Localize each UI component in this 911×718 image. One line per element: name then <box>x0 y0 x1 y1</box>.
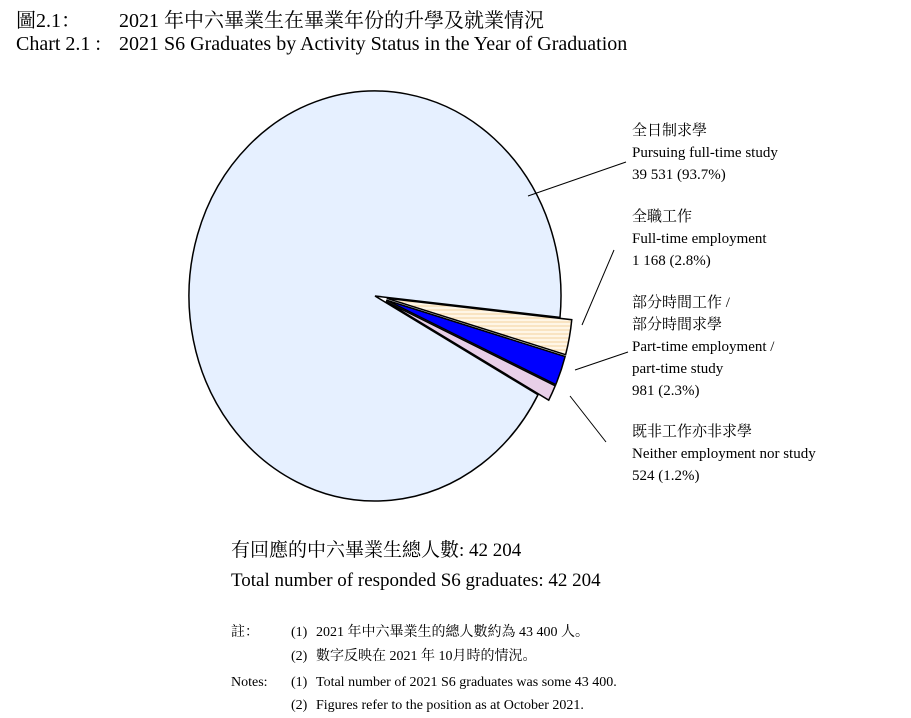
label-parttime-zh1: 部分時間工作 / <box>632 295 730 311</box>
pie-slice-full-time-study <box>189 91 561 501</box>
note-zh-1-text: 2021 年中六畢業生的總人數約為 43 400 人。 <box>316 625 589 640</box>
note-en-1 <box>231 675 617 691</box>
note-en-2-num: (2) <box>291 698 308 713</box>
note-en-2-text: Figures refer to the position as at October 2021. <box>316 698 584 713</box>
label-parttime-en2: part-time study <box>632 361 724 377</box>
label-parttime-zh2: 部分時間求學 <box>632 317 723 333</box>
label-neither-zh: 既非工作亦非求學 <box>632 424 753 440</box>
note-en-2 <box>231 698 584 714</box>
note-zh-2 <box>231 645 537 665</box>
note-en-1-text: Total number of 2021 S6 graduates was some 43 400. <box>316 675 617 690</box>
notes-key-zh: 註： <box>231 625 259 640</box>
chart-number-english: Chart 2.1 : <box>16 33 101 55</box>
label-neither-value: 524 (1.2%) <box>632 468 700 484</box>
chart-title-chinese-text: 2021 年中六畢業生在畢業年份的升學及就業情況 <box>119 10 544 32</box>
label-study-value: 39 531 (93.7%) <box>632 167 726 183</box>
label-fulltime-en: Full-time employment <box>632 231 767 247</box>
leader-line-neither <box>570 396 606 442</box>
note-zh-1 <box>231 621 589 641</box>
label-part-time <box>632 292 774 402</box>
label-study-zh: 全日制求學 <box>632 123 708 139</box>
note-zh-2-text: 數字反映在 2021 年 10月時的情況。 <box>316 649 537 664</box>
total-english: Total number of responded S6 graduates: 42 204 <box>231 570 601 591</box>
label-full-time-study <box>632 120 778 186</box>
label-study-en: Pursuing full-time study <box>632 145 778 161</box>
label-fulltime-value: 1 168 (2.8%) <box>632 253 711 269</box>
leader-line-parttime <box>575 352 628 370</box>
label-parttime-en1: Part-time employment / <box>632 339 775 355</box>
label-parttime-value: 981 (2.3%) <box>632 383 700 399</box>
total-chinese: 有回應的中六畢業生總人數: 42 204 <box>231 540 522 561</box>
note-zh-1-num: (1) <box>291 625 308 640</box>
leader-line-study <box>528 162 626 196</box>
chart-title-english-text: 2021 S6 Graduates by Activity Status in the Year of Graduation <box>119 33 628 55</box>
label-neither-en: Neither employment nor study <box>632 446 816 462</box>
label-full-time-employment <box>632 206 767 272</box>
leader-line-fulltime <box>582 250 614 325</box>
label-neither <box>632 421 816 487</box>
notes-key-en: Notes: <box>231 675 268 690</box>
chart-number-chinese: 圖2.1： <box>16 10 81 32</box>
label-fulltime-zh: 全職工作 <box>632 209 693 225</box>
note-en-1-num: (1) <box>291 675 308 690</box>
note-zh-2-num: (2) <box>291 649 308 664</box>
